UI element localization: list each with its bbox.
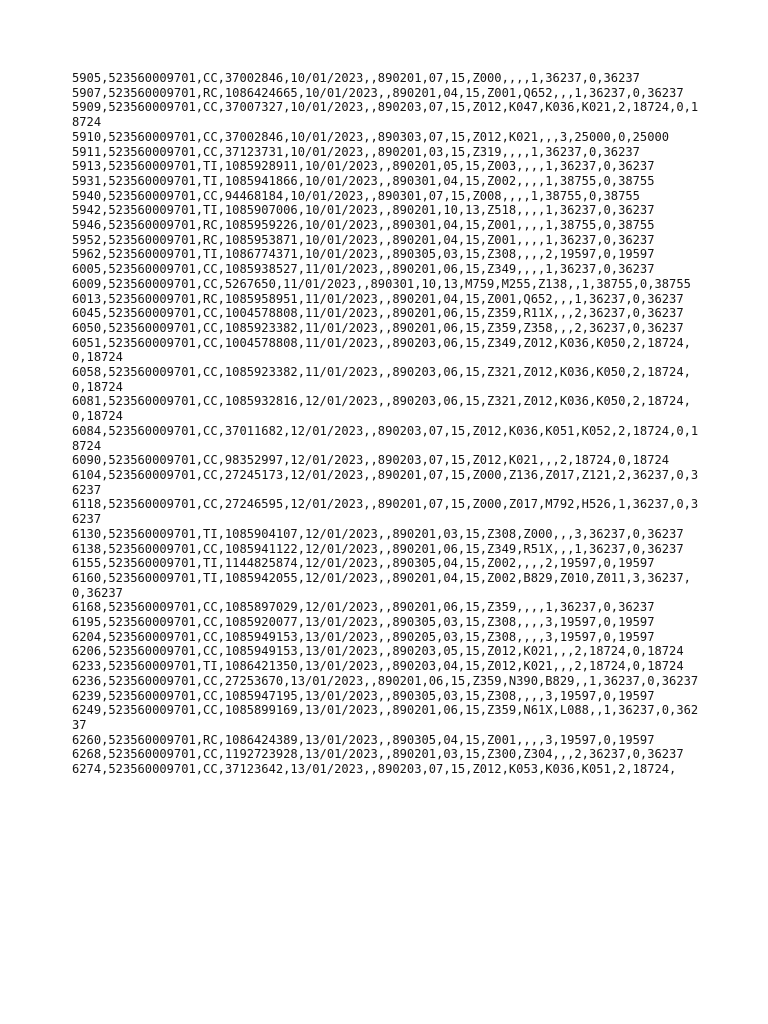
record-line: 6195,523560009701,CC,1085920077,13/01/2023,,890305,03,15,Z308,,,,3,19597,0,19597	[72, 615, 655, 630]
record-line: 6206,523560009701,CC,1085949153,13/01/2023,,890203,05,15,Z012,K021,,,2,18724,0,18724	[72, 644, 684, 659]
record-line: 6155,523560009701,TI,1144825874,12/01/2023,,890305,04,15,Z002,,,,2,19597,0,19597	[72, 556, 655, 571]
record-line: 6005,523560009701,CC,1085938527,11/01/2023,,890201,06,15,Z349,,,,1,36237,0,36237	[72, 262, 655, 277]
record-line: 6081,523560009701,CC,1085932816,12/01/2023,,890203,06,15,Z321,Z012,K036,K050,2,18724,0,18724	[72, 394, 691, 424]
record-line: 6249,523560009701,CC,1085899169,13/01/2023,,890201,06,15,Z359,N61X,L088,,1,36237,0,36237	[72, 703, 699, 732]
record-line: 6104,523560009701,CC,27245173,12/01/2023,,890201,07,15,Z000,Z136,Z017,Z121,2,36237,0,36237	[72, 467, 699, 497]
record-line: 6013,523560009701,RC,1085958951,11/01/2023,,890201,04,15,Z001,Q652,,,1,36237,0,36237	[72, 291, 684, 306]
record-line: 6009,523560009701,CC,5267650,11/01/2023,,890301,10,13,M759,M255,Z138,,1,38755,0,38755	[72, 276, 691, 291]
record-line: 5940,523560009701,CC,94468184,10/01/2023,,890301,07,15,Z008,,,,1,38755,0,38755	[72, 188, 640, 203]
record-line: 6268,523560009701,CC,1192723928,13/01/2023,,890201,03,15,Z300,Z304,,,2,36237,0,36237	[72, 747, 684, 762]
record-line: 5962,523560009701,TI,1086774371,10/01/2023,,890305,03,15,Z308,,,,2,19597,0,19597	[72, 247, 655, 262]
record-line: 6260,523560009701,RC,1086424389,13/01/2023,,890305,04,15,Z001,,,,3,19597,0,19597	[72, 732, 655, 747]
record-line: 6204,523560009701,CC,1085949153,13/01/2023,,890205,03,15,Z308,,,,3,19597,0,19597	[72, 629, 655, 644]
record-line: 6130,523560009701,TI,1085904107,12/01/2023,,890201,03,15,Z308,Z000,,,3,36237,0,36237	[72, 526, 684, 541]
record-line: 6045,523560009701,CC,1004578808,11/01/2023,,890201,06,15,Z359,R11X,,,2,36237,0,36237	[72, 306, 684, 321]
record-line: 6168,523560009701,CC,1085897029,12/01/2023,,890201,06,15,Z359,,,,1,36237,0,36237	[72, 600, 655, 615]
record-line: 6160,523560009701,TI,1085942055,12/01/2023,,890201,04,15,Z002,B829,Z010,Z011,3,36237,0,36237	[72, 570, 691, 600]
record-line: 6118,523560009701,CC,27246595,12/01/2023,,890201,07,15,Z000,Z017,M792,H526,1,36237,0,36237	[72, 497, 699, 527]
record-line: 5946,523560009701,RC,1085959226,10/01/2023,,890301,04,15,Z001,,,,1,38755,0,38755	[72, 218, 655, 233]
record-line: 5931,523560009701,TI,1085941866,10/01/2023,,890301,04,15,Z002,,,,1,38755,0,38755	[72, 173, 655, 188]
record-line: 6090,523560009701,CC,98352997,12/01/2023,,890203,07,15,Z012,K021,,,2,18724,0,18724	[72, 453, 670, 468]
record-line: 6058,523560009701,CC,1085923382,11/01/2023,,890203,06,15,Z321,Z012,K036,K050,2,18724,0,18724	[72, 365, 691, 394]
record-line: 6138,523560009701,CC,1085941122,12/01/2023,,890201,06,15,Z349,R51X,,,1,36237,0,36237	[72, 541, 684, 556]
record-line: 6050,523560009701,CC,1085923382,11/01/2023,,890201,06,15,Z359,Z358,,,2,36237,0,36237	[72, 320, 684, 335]
document-text-body	[72, 71, 702, 777]
record-line: 6239,523560009701,CC,1085947195,13/01/2023,,890305,03,15,Z308,,,,3,19597,0,19597	[72, 688, 655, 703]
record-line: 5905,523560009701,CC,37002846,10/01/2023,,890201,07,15,Z000,,,,1,36237,0,36237	[72, 71, 640, 85]
record-line: 5907,523560009701,RC,1086424665,10/01/2023,,890201,04,15,Z001,Q652,,,1,36237,0,36237	[72, 85, 684, 100]
record-line: 6051,523560009701,CC,1004578808,11/01/2023,,890203,06,15,Z349,Z012,K036,K050,2,18724,0,18724	[72, 335, 691, 365]
record-line: 5913,523560009701,TI,1085928911,10/01/2023,,890201,05,15,Z003,,,,1,36237,0,36237	[72, 159, 655, 174]
record-line: 5911,523560009701,CC,37123731,10/01/2023,,890201,03,15,Z319,,,,1,36237,0,36237	[72, 144, 640, 159]
record-line: 5909,523560009701,CC,37007327,10/01/2023,,890203,07,15,Z012,K047,K036,K021,2,18724,0,18724	[72, 100, 699, 130]
record-line: 5910,523560009701,CC,37002846,10/01/2023,,890303,07,15,Z012,K021,,,3,25000,0,25000	[72, 129, 670, 144]
record-line: 6233,523560009701,TI,1086421350,13/01/2023,,890203,04,15,Z012,K021,,,2,18724,0,18724	[72, 659, 684, 674]
record-line: 5952,523560009701,RC,1085953871,10/01/2023,,890201,04,15,Z001,,,,1,36237,0,36237	[72, 232, 655, 247]
record-line: 6236,523560009701,CC,27253670,13/01/2023,,890201,06,15,Z359,N390,B829,,1,36237,0,36237	[72, 673, 699, 688]
record-line: 6084,523560009701,CC,37011682,12/01/2023,,890203,07,15,Z012,K036,K051,K052,2,18724,0,18724	[72, 423, 699, 453]
record-line: 5942,523560009701,TI,1085907006,10/01/2023,,890201,10,13,Z518,,,,1,36237,0,36237	[72, 203, 655, 218]
record-line: 6274,523560009701,CC,37123642,13/01/2023,,890203,07,15,Z012,K053,K036,K051,2,18724,	[72, 762, 677, 777]
